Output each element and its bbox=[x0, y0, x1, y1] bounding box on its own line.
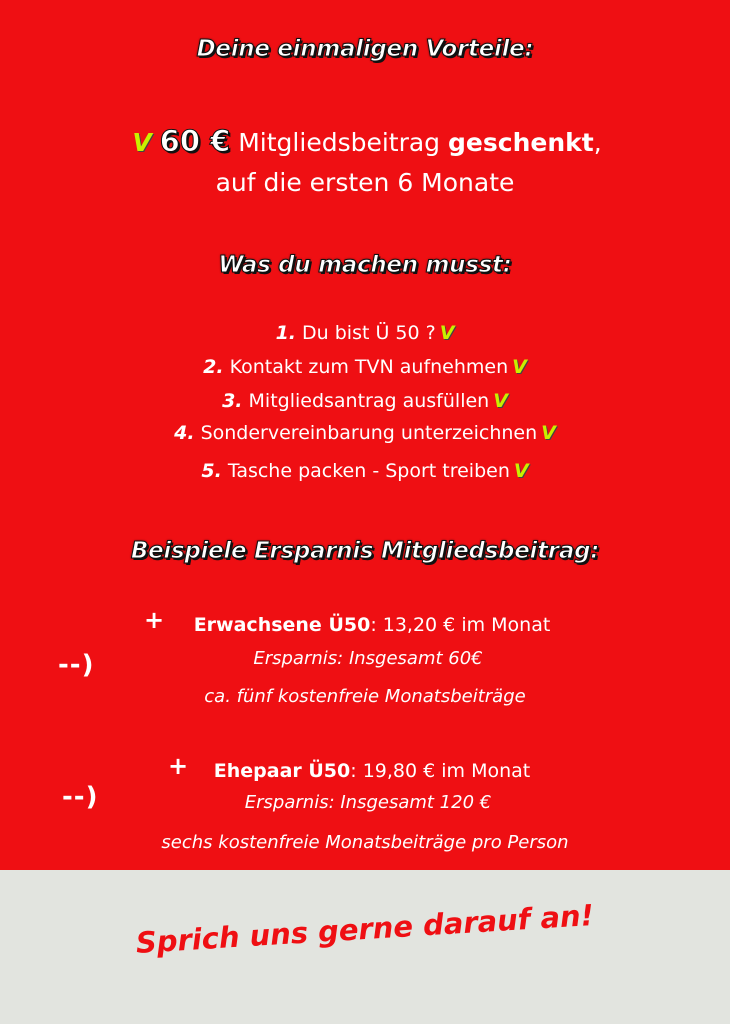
example-note: sechs kostenfreie Monatsbeiträge pro Person bbox=[161, 832, 569, 853]
step-item bbox=[0, 460, 730, 482]
offer-amount: 60 € bbox=[159, 124, 231, 158]
step-number: 1. bbox=[275, 322, 297, 344]
step-text: Mitgliedsantrag ausfüllen bbox=[248, 390, 490, 412]
check-icon: V bbox=[541, 422, 556, 444]
example-name: Ehepaar Ü50 bbox=[213, 760, 351, 782]
check-icon: V bbox=[132, 128, 152, 157]
example-price: : 19,80 € im Monat bbox=[350, 760, 531, 782]
step-item bbox=[0, 356, 730, 378]
step-number: 5. bbox=[201, 460, 222, 482]
example-price-line bbox=[0, 614, 730, 636]
check-icon: V bbox=[439, 322, 455, 344]
step-item bbox=[0, 422, 730, 444]
offer-line-1 bbox=[0, 124, 730, 158]
arrow-icon: --) bbox=[58, 650, 95, 680]
heading-examples: Beispiele Ersparnis Mitgliedsbeitrag: bbox=[130, 538, 600, 564]
example-price-line bbox=[0, 760, 730, 782]
step-item bbox=[0, 322, 730, 344]
offer-bold: geschenkt bbox=[448, 128, 594, 157]
step-number: 2. bbox=[203, 356, 224, 378]
arrow-icon: --) bbox=[62, 782, 99, 812]
step-text: Kontakt zum TVN aufnehmen bbox=[229, 356, 509, 378]
example-price: : 13,20 € im Monat bbox=[370, 614, 551, 636]
step-text: Du bist Ü 50 ? bbox=[302, 322, 436, 344]
plus-icon: + bbox=[168, 752, 189, 780]
step-number: 4. bbox=[174, 422, 195, 444]
example-note: ca. fünf kostenfreie Monatsbeiträge bbox=[204, 686, 526, 707]
example-savings: Ersparnis: Insgesamt 120 € bbox=[244, 792, 492, 813]
check-icon: V bbox=[513, 460, 529, 482]
step-text: Sondervereinbarung unterzeichnen bbox=[200, 422, 538, 444]
heading-advantages: Deine einmaligen Vorteile: bbox=[196, 36, 534, 62]
plus-icon: + bbox=[144, 606, 165, 634]
heading-todo: Was du machen musst: bbox=[218, 252, 512, 278]
step-number: 3. bbox=[222, 390, 243, 412]
example-name: Erwachsene Ü50 bbox=[193, 614, 371, 636]
call-to-action: Sprich uns gerne darauf an! bbox=[134, 898, 595, 960]
step-text: Tasche packen - Sport treiben bbox=[227, 460, 510, 482]
check-icon: V bbox=[512, 356, 527, 378]
example-savings: Ersparnis: Insgesamt 60€ bbox=[253, 648, 483, 669]
check-icon: V bbox=[493, 390, 508, 412]
step-item bbox=[0, 390, 730, 412]
offer-line-2: auf die ersten 6 Monate bbox=[215, 168, 515, 197]
offer-suffix: , bbox=[593, 128, 602, 157]
offer-text: Mitgliedsbeitrag bbox=[238, 128, 441, 157]
